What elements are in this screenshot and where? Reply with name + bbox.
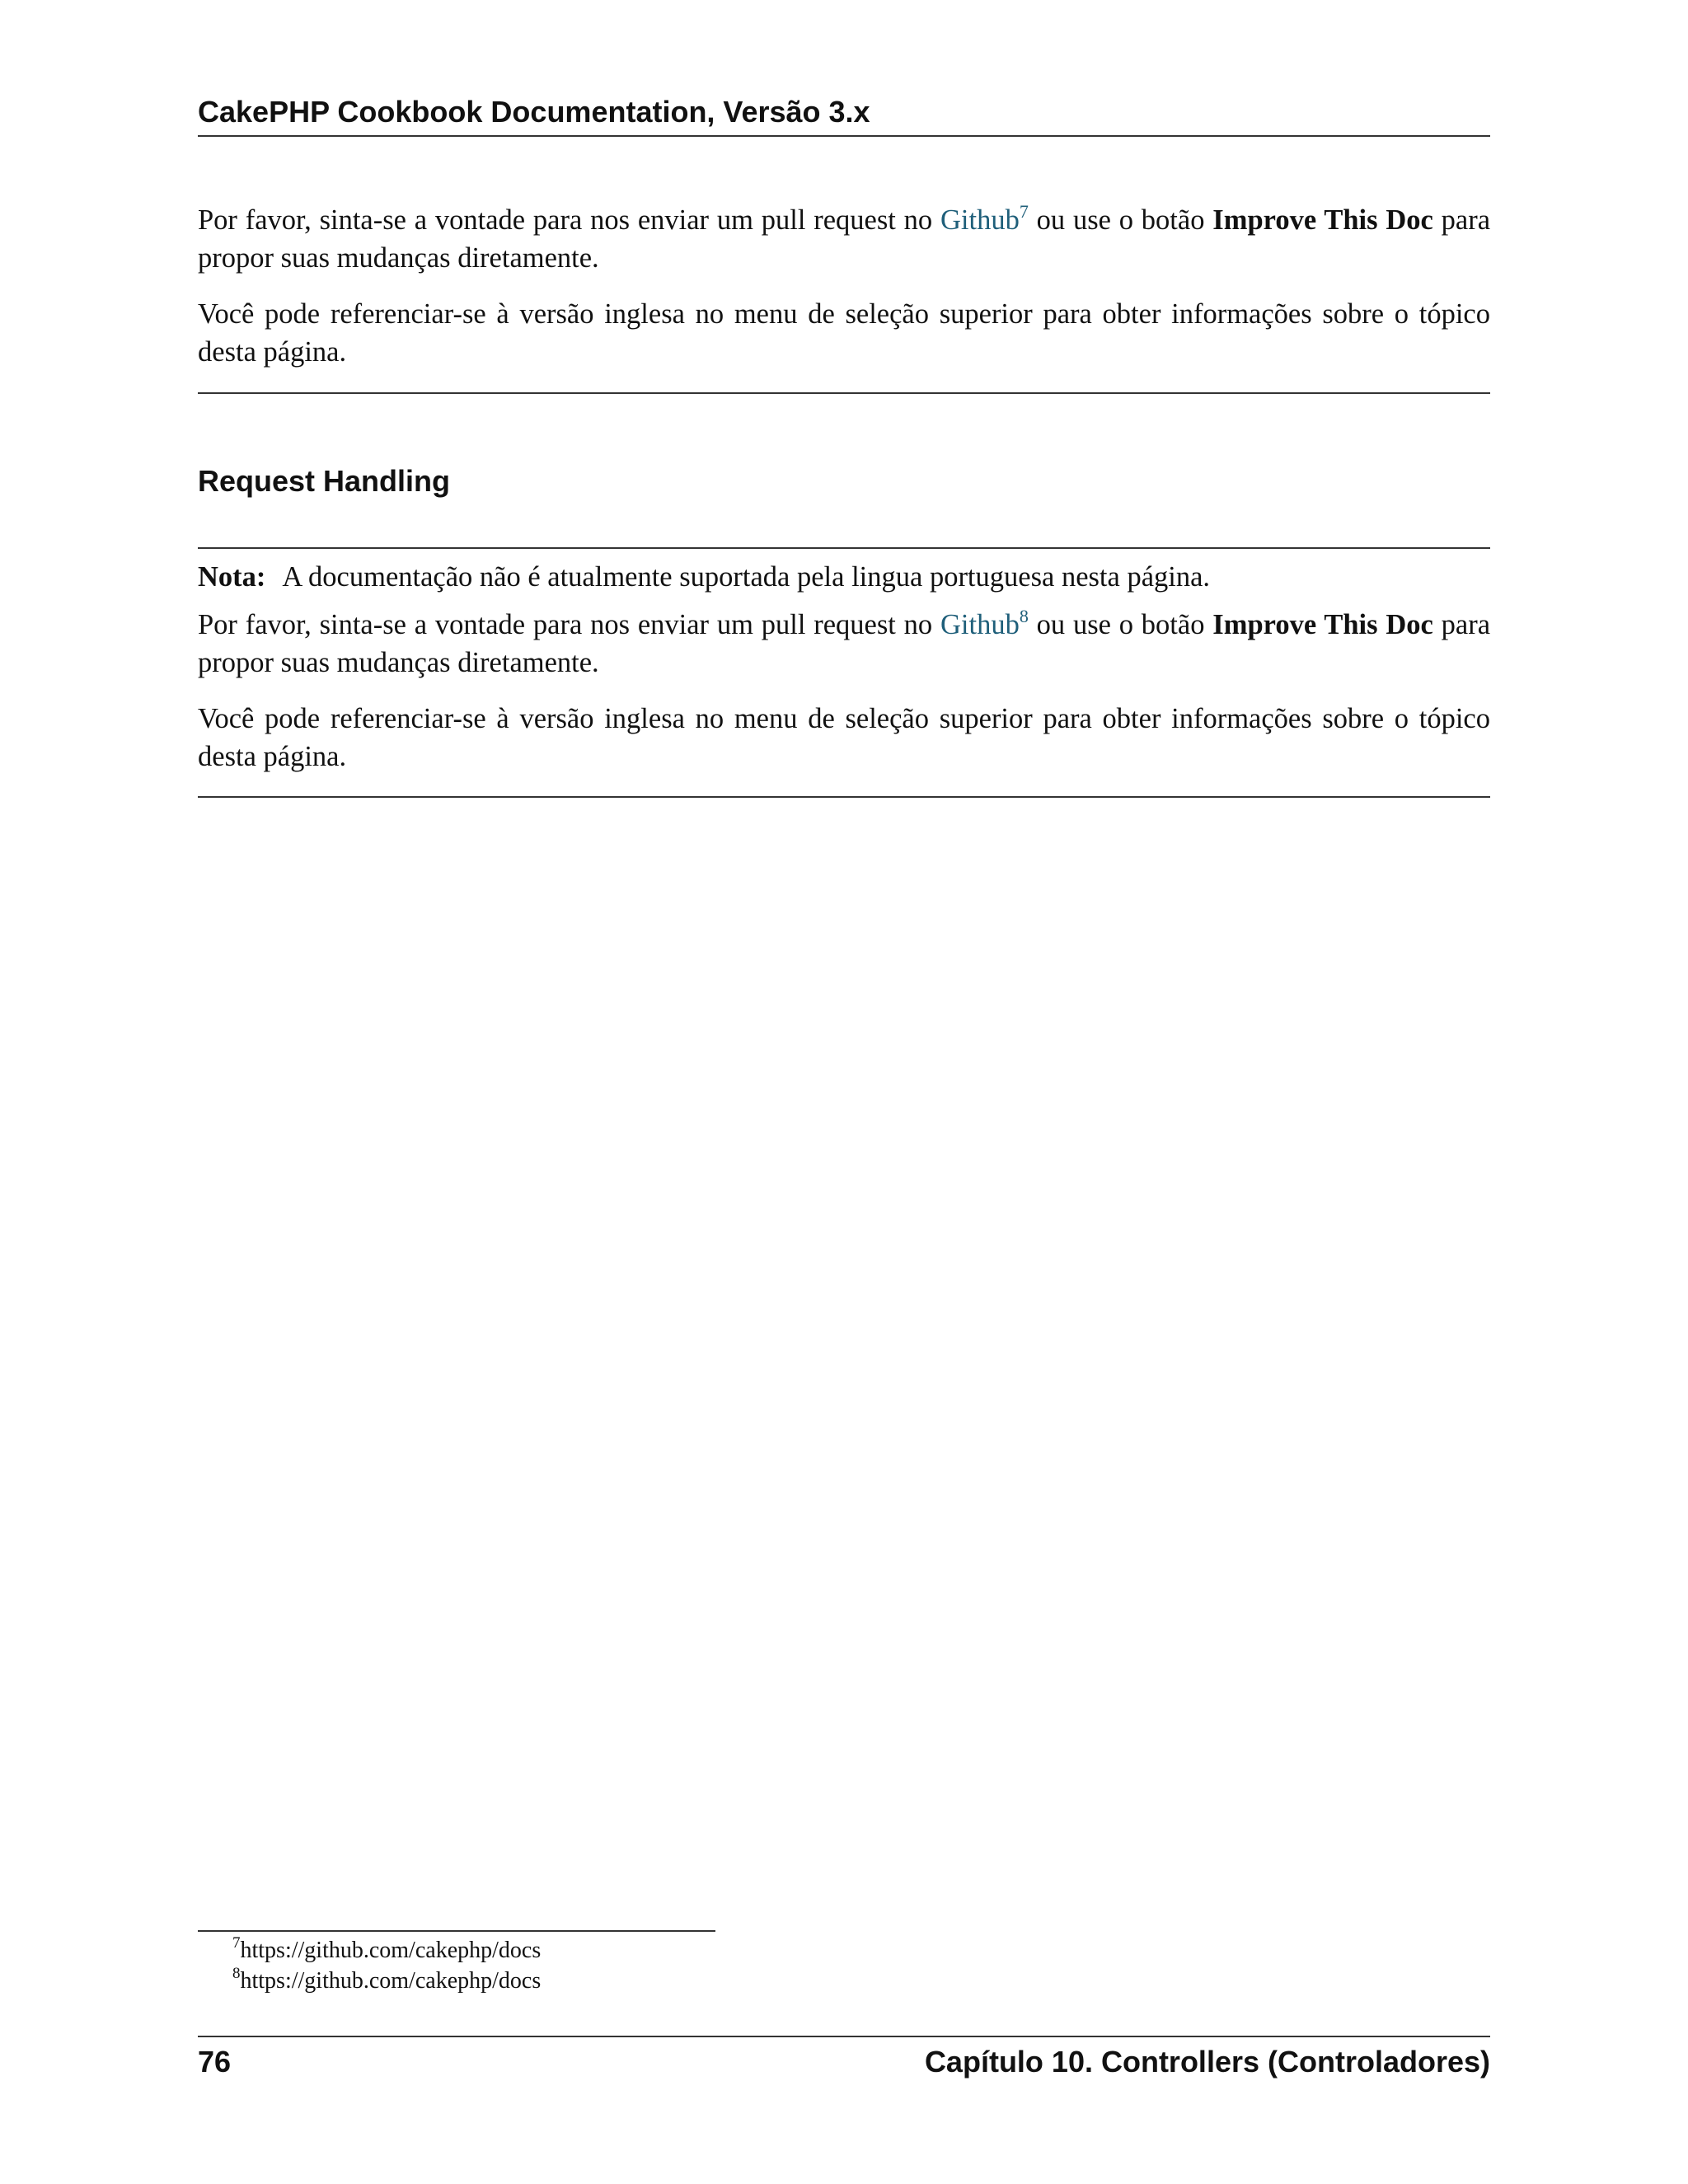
- note-block-1: [198, 201, 1490, 389]
- running-header: CakePHP Cookbook Documentation, Versão 3.x: [198, 92, 1490, 137]
- note-1-paragraph-1: Por favor, sinta-se a vontade para nos enviar um pull request no Github$^7$ ou use o botão Improve This Doc para propor suas mudanças diretamente.: [198, 201, 1491, 274]
- footnote-7-url[interactable]: https://github.com/cakephp/docs: [240, 1938, 542, 1963]
- improve-doc-label-2: Improve This Doc: [1212, 609, 1433, 640]
- footnote-8: $^8$https://github.com/cakephp/docs: [232, 1965, 542, 1994]
- note-label: Nota:: [198, 561, 266, 593]
- note-1-bottom-rule: [198, 392, 1490, 394]
- note-2-bottom-rule: [198, 796, 1490, 798]
- page-number: 76: [198, 2045, 232, 2079]
- footnote-rule: [198, 1930, 715, 1932]
- note-2-heading-line: Nota: A documentação não é atualmente suportada pela lingua portuguesa nesta página.: [198, 561, 1211, 593]
- document-page: [198, 0, 1490, 2184]
- section-title: Request Handling: [198, 464, 451, 498]
- note-2-paragraph-2: Você pode referenciar-se à versão inglesa no menu de seleção superior para obter informações sobre o tópico desta página.: [198, 703, 1490, 772]
- footnotes: [232, 1935, 541, 1996]
- github-link-1[interactable]: Github: [940, 204, 1020, 236]
- note-block-2: [198, 558, 1490, 794]
- note-1-paragraph-2: Você pode referenciar-se à versão inglesa no menu de seleção superior para obter informações sobre o tópico desta página.: [198, 298, 1490, 368]
- note-2-top-rule: [198, 547, 1490, 549]
- footer-rule: [198, 2036, 1490, 2037]
- footnote-ref-7[interactable]: 7: [1019, 201, 1029, 222]
- footnote-7: $^7$https://github.com/cakephp/docs: [232, 1934, 542, 1963]
- footnote-8-url[interactable]: https://github.com/cakephp/docs: [240, 1968, 542, 1994]
- note-2-paragraph-1: Por favor, sinta-se a vontade para nos enviar um pull request no Github$^8$ ou use o botão Improve This Doc para propor suas mudanças diretamente.: [198, 606, 1491, 678]
- footnote-ref-8[interactable]: 8: [1019, 606, 1029, 626]
- improve-doc-label-1: Improve This Doc: [1212, 204, 1433, 236]
- github-link-2[interactable]: Github: [940, 609, 1020, 640]
- chapter-title: Capítulo 10. Controllers (Controladores): [924, 2045, 1490, 2079]
